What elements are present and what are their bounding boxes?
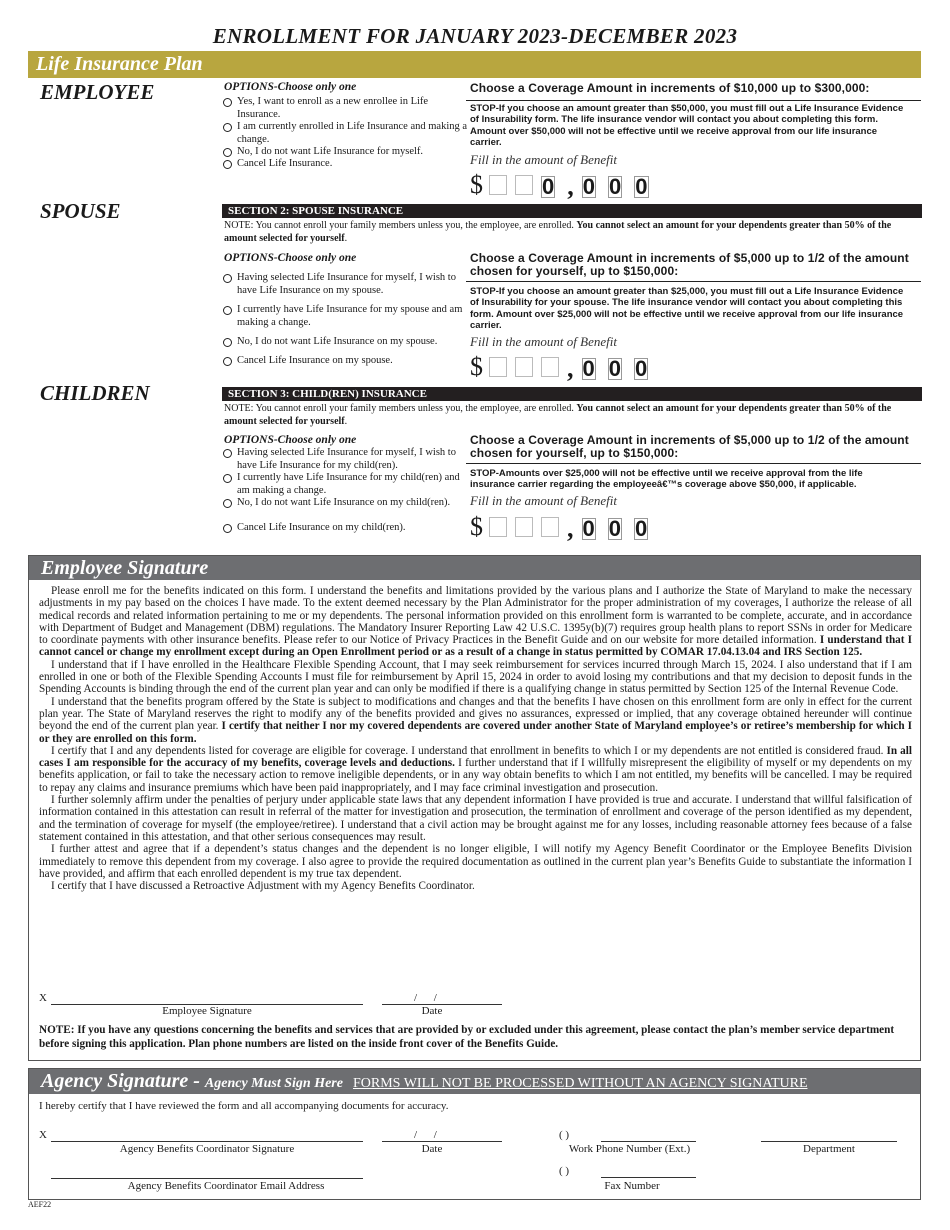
children-fill-label: Fill in the amount of Benefit <box>470 493 617 508</box>
spouse-stop-text: STOP-If you choose an amount greater than $25,000, you must fill out a Life Insurance Evidence of Insurability for your spouse. The life insurance vendor will contact you about completing this form. Amount over $25,000 will not be effective until we receive approval from our life insurance carrier. <box>470 286 904 331</box>
option-label: I currently have Life Insurance for my child(ren) and am making a change. <box>237 472 460 496</box>
employee-signature-section <box>28 555 921 1061</box>
spouse-option-3[interactable] <box>223 336 469 349</box>
option-label: Cancel Life Insurance on my child(ren). <box>237 522 406 533</box>
comma: , <box>567 354 574 383</box>
radio-icon[interactable] <box>223 499 232 508</box>
children-option-3[interactable] <box>223 497 469 510</box>
spouse-amount-field[interactable] <box>470 350 660 383</box>
children-note: NOTE: You cannot enroll your family members unless you, the employee, are enrolled. You cannot select an amount for your dependents greater than 50% of the amount selected for yourself. <box>224 403 892 427</box>
digit-box[interactable] <box>541 357 559 377</box>
spouse-note: NOTE: You cannot enroll your family members unless you, the employee, are enrolled. You cannot select an amount for your dependents greater than 50% of the amount selected for yourself. <box>224 220 892 244</box>
agency-warning: FORMS WILL NOT BE PROCESSED WITHOUT AN AGENCY SIGNATURE <box>352 1076 808 1091</box>
option-label: No, I do not want Life Insurance for myself. <box>237 146 424 157</box>
comma: , <box>567 172 574 201</box>
form-code: AEF22 <box>28 1200 52 1209</box>
option-label: Cancel Life Insurance on my spouse. <box>237 355 393 366</box>
work-phone-label: Work Phone Number (Ext.) <box>568 1143 691 1155</box>
phone-paren: ( ) <box>559 1129 570 1141</box>
option-label: No, I do not want Life Insurance on my spouse. <box>237 336 438 347</box>
option-label: Having selected Life Insurance for myself, I wish to have Life Insurance on my spouse. <box>237 272 456 296</box>
children-amount-field[interactable] <box>470 510 660 543</box>
coordinator-email-label: Agency Benefits Coordinator Email Address <box>127 1180 325 1192</box>
spouse-coverage-head: Choose a Coverage Amount in increments of $5,000 up to 1/2 of the amount chosen for yourself, up to $150,000: <box>470 251 909 278</box>
comma: , <box>567 514 574 543</box>
digit-box[interactable] <box>489 175 507 195</box>
employee-option-2[interactable] <box>223 121 469 146</box>
digit-box[interactable] <box>515 357 533 377</box>
digit-zero: 0 <box>609 174 622 199</box>
agency-date-label: Date <box>421 1143 443 1155</box>
divider <box>466 463 921 464</box>
digit-box[interactable] <box>489 357 507 377</box>
employee-signature-body: Please enroll me for the benefits indicated on this form. I understand the benefits and limitations provided by the various plans and I authorize the State of Maryland to make the necessary adjustments in my pay based on the choices I have made. To the extent deemed necessary by the Plan Administrator for the proper administration of my coverages, I authorize the release of all medical records and related information pertaining to me or my dependents. The personal information provided on this enrollment form is warranted to be complete, accurate, and in accordance with Department of Budget and Management (DBM) regulations. The Mandatory Insurer Reporting Law 42 U.S.C. 1395y(b)(7) requires group health plans to report SSNs in order for Medicare to coordinate payments with other insurance benefits. Please refer to our Notice of Privacy Practices in the Benefit Guide and on our website for more detailed information. I understand that I cannot cancel or change my enrollment except during an Open Enrollment period or as a result of a change in status permitted by COMAR 17.04.13.04 and IRS Section 125. I understand that if I have enrolled in the Healthcare Flexible Spending Account, that I may seek reimbursement for services incurred through March 15, 2024. I also understand that if I am enrolled in one or both of the Flexible Spending Accounts I must file for reimbursement by April 15, 2024 in order to avoid losing my contributions and that my decision to deposit funds in the Spending Accounts is binding through the end of the current plan year and can only be modified if there is a qualifying change in status permitted by Section 125 of the Internal Revenue Code. I understand that the benefits program offered by the State is subject to modifications and changes and that the benefits I have chosen on this enrollment form are only in effect for the current plan year. The State of Maryland reserves the right to modify any of the benefits provided and gives no assurances, expressed or implied, that any coverage obtained hereunder will continue beyond the end of the current plan year. I certify that neither I nor my covered dependents are covered under another State of Maryland employee’s or retiree’s membership for which I or they are enrolled on this form. I certify that I and any dependents listed for coverage are eligible for coverage. I understand that enrollment in benefits to which I or my dependents are not entitled is considered fraud. In all cases I am responsible for the accuracy of my benefits, coverage levels and deductions. I further understand that if I willfully misrepresent the eligibility of myself or my dependents on my benefits application, or fail to take the necessary action to remove ineligible dependents, or in any way obtain benefits to which I am not entitled, my benefits will be cancelled. I may be required to repay any claims and insurance premiums which have been paid inappropriately, and I may face criminal investigation and prosecution. I further solemnly affirm under the penalties of perjury under applicable state laws that any dependent information I have provided is true and accurate. I understand that willful falsification of information contained in this attestation can result in referral of the matter for investigation and prosecution, the termination of enrollment and coverage of the person identified as my dependent, and the termination of coverage for myself (the employee/retiree). I understand that a civil action may be brought against me for any losses, including reasonable attorney fees because of a false statement contained in this attestation, and that other serious consequences may result. I further attest and agree that if a dependent’s status changes and the dependent is no longer eligible, I will notify my Agency Benefit Coordinator or the Employee Benefits Division immediately to remove this dependent from my coverage. I also agree to provide the required documentation as outlined in the current plan year’s Benefits Guide to substantiate the information I have provided, and affirm that each enrolled dependent is my true tax dependent. I certify that I have discussed a Retroactive Adjustment with my Agency Benefits Coordinator. <box>39 585 912 893</box>
employee-option-3[interactable] <box>223 146 469 159</box>
spouse-option-2[interactable] <box>223 304 469 329</box>
spouse-label: SPOUSE <box>40 199 121 223</box>
digit-zero: 0 <box>635 516 648 541</box>
children-option-1[interactable] <box>223 447 469 472</box>
radio-icon[interactable] <box>223 160 232 169</box>
spouse-fill-label: Fill in the amount of Benefit <box>470 334 617 349</box>
radio-icon[interactable] <box>223 474 232 483</box>
children-options-head: OPTIONS-Choose only one <box>224 434 357 446</box>
option-label: I currently have Life Insurance for my spouse and am making a change. <box>237 304 463 328</box>
children-section-bar: SECTION 3: CHILD(REN) INSURANCE <box>222 387 922 401</box>
option-label: Yes, I want to enroll as a new enrollee in Life Insurance. <box>237 96 429 120</box>
department-label: Department <box>803 1143 855 1155</box>
agency-date-line[interactable] <box>382 1141 502 1142</box>
work-phone-line[interactable] <box>601 1141 696 1142</box>
option-label: No, I do not want Life Insurance on my child(ren). <box>237 497 451 508</box>
digit-box[interactable] <box>515 175 533 195</box>
radio-icon[interactable] <box>223 338 232 347</box>
digit-zero: 0 <box>542 174 555 199</box>
page-title: ENROLLMENT FOR JANUARY 2023-DECEMBER 2023 <box>212 24 738 48</box>
employee-signature-heading: Employee Signature <box>29 556 920 580</box>
agency-must-sign: Agency Must Sign Here <box>204 1076 343 1091</box>
digit-zero: 0 <box>582 174 595 199</box>
digit-zero: 0 <box>608 516 621 541</box>
radio-icon[interactable] <box>223 306 232 315</box>
option-label: Cancel Life Insurance. <box>237 158 333 169</box>
digit-box[interactable] <box>515 517 533 537</box>
agency-signature-section <box>28 1068 921 1200</box>
agency-certify-text: I hereby certify that I have reviewed the form and all accompanying documents for accuracy. <box>39 1100 449 1112</box>
digit-zero: 0 <box>608 356 621 381</box>
digit-box[interactable] <box>489 517 507 537</box>
department-line[interactable] <box>761 1141 897 1142</box>
employee-amount-field[interactable] <box>470 168 661 201</box>
employee-label: EMPLOYEE <box>40 80 155 104</box>
date-slashes: / / <box>414 992 437 1004</box>
employee-signature-note: NOTE: If you have any questions concerning the benefits and services that are provided by or excluded under this agreement, please contact the plan’s member service department before signing this application. Plan phone numbers are listed on the inside front cover of the Benefits Guide. <box>39 1024 895 1050</box>
employee-stop-text: STOP-If you choose an amount greater than $50,000, you must fill out a Life Insurance Evidence of Insurability form. The life insurance vendor will contact you about completing this form. Amount over $50,000 will not be effective until we receive approval from our life insurance carrier. <box>470 103 904 148</box>
agency-signature-heading: Agency Signature - <box>41 1070 205 1092</box>
plan-bar-label: Life Insurance Plan <box>36 53 203 75</box>
children-option-4[interactable] <box>223 522 469 535</box>
radio-icon[interactable] <box>223 357 232 366</box>
employee-fill-label: Fill in the amount of Benefit <box>470 152 617 167</box>
option-label: I am currently enrolled in Life Insurance and making a change. <box>237 121 468 145</box>
employee-coverage-head: Choose a Coverage Amount in increments of $10,000 up to $300,000: <box>470 81 870 95</box>
fax-line[interactable] <box>601 1177 696 1178</box>
radio-icon[interactable] <box>223 148 232 157</box>
divider <box>466 281 921 282</box>
fax-label: Fax Number <box>604 1180 660 1192</box>
employee-options-head: OPTIONS-Choose only one <box>224 81 357 93</box>
option-label: Having selected Life Insurance for myself, I wish to have Life Insurance for my child(ren). <box>237 447 456 471</box>
fax-paren: ( ) <box>559 1165 570 1177</box>
date-slashes: / / <box>414 1129 437 1141</box>
x-mark: X <box>39 1129 47 1141</box>
radio-icon[interactable] <box>223 274 232 283</box>
spouse-option-1[interactable] <box>223 272 469 297</box>
children-stop-text: STOP-Amounts over $25,000 will not be effective until we receive approval from the life insurance carrier regarding the employeeâ€™s coverage above $50,000, if applicable. <box>470 468 863 491</box>
plan-bar <box>28 51 921 78</box>
radio-icon[interactable] <box>223 449 232 458</box>
dollar-sign: $ <box>470 352 483 381</box>
digit-zero: 0 <box>582 516 595 541</box>
x-mark: X <box>39 992 47 1004</box>
spouse-section-bar: SECTION 2: SPOUSE INSURANCE <box>222 204 922 218</box>
radio-icon[interactable] <box>223 98 232 107</box>
agency-signature-header <box>29 1069 920 1094</box>
dollar-sign: $ <box>470 170 483 199</box>
spouse-options-head: OPTIONS-Choose only one <box>224 252 357 264</box>
employee-option-1[interactable] <box>223 96 469 121</box>
coordinator-signature-line[interactable] <box>51 1141 363 1142</box>
digit-zero: 0 <box>582 356 595 381</box>
divider <box>466 100 921 101</box>
children-coverage-head: Choose a Coverage Amount in increments of $5,000 up to 1/2 of the amount chosen for yourself, up to $150,000: <box>470 433 909 460</box>
children-option-2[interactable] <box>223 472 469 497</box>
digit-box[interactable] <box>541 517 559 537</box>
employee-option-4[interactable] <box>223 158 469 171</box>
coordinator-email-line[interactable] <box>51 1178 363 1179</box>
dollar-sign: $ <box>470 512 483 541</box>
radio-icon[interactable] <box>223 123 232 132</box>
coordinator-signature-label: Agency Benefits Coordinator Signature <box>119 1143 295 1155</box>
digit-zero: 0 <box>635 356 648 381</box>
spouse-option-4[interactable] <box>223 355 469 368</box>
radio-icon[interactable] <box>223 524 232 533</box>
children-label: CHILDREN <box>40 381 150 405</box>
digit-zero: 0 <box>635 174 648 199</box>
employee-signature-label: Employee Signature <box>162 1005 252 1017</box>
employee-date-label: Date <box>421 1005 443 1017</box>
